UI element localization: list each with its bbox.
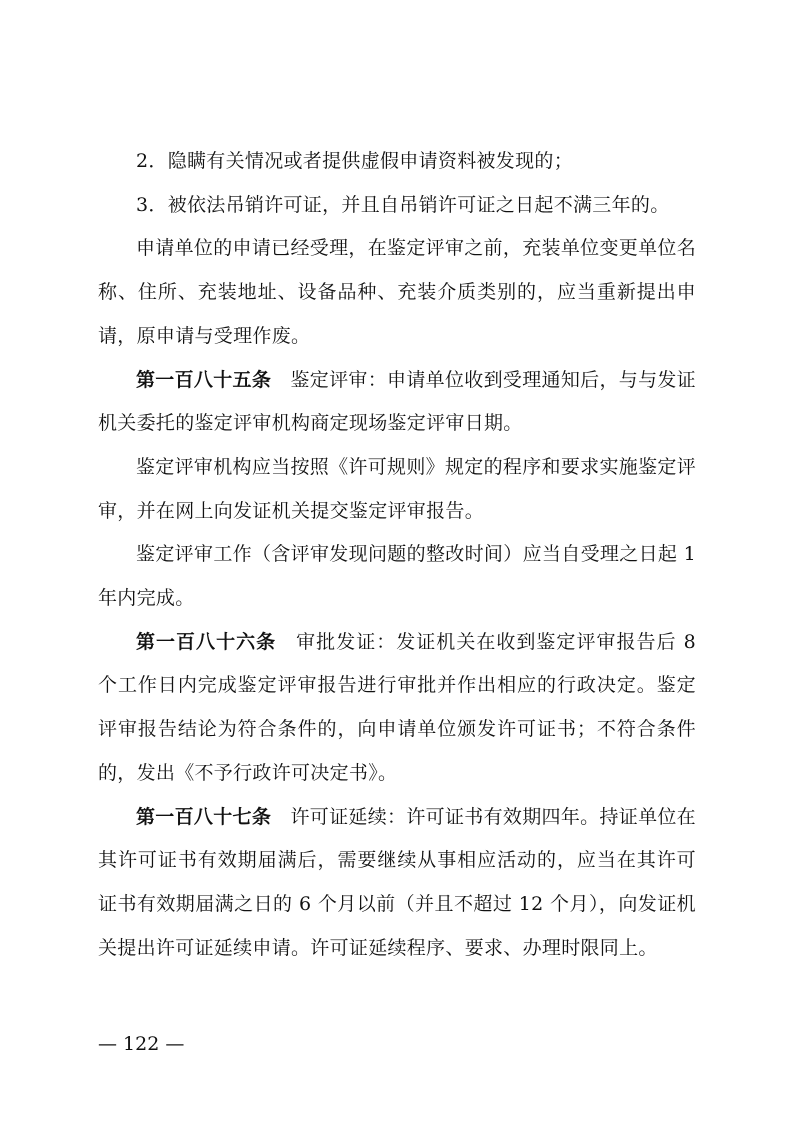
paragraph	[98, 227, 696, 358]
paragraph-text: 2．隐瞒有关情况或者提供虚假申请资料被发现的；	[136, 150, 573, 172]
paragraph-text: 申请单位的申请已经受理，在鉴定评审之前，充装单位变更单位名称、住所、充装地址、设备品种、充装介质类别的，应当重新提出申请，原申请与受理作废。	[98, 237, 696, 347]
article-heading: 第一百八十七条	[136, 805, 272, 828]
paragraph	[98, 621, 696, 796]
paragraph-text: 鉴定评审机构应当按照《许可规则》规定的程序和要求实施鉴定评审，并在网上向发证机关提交鉴定评审报告。	[98, 455, 696, 522]
paragraph-text: 审批发证：发证机关在收到鉴定评审报告后 8 个工作日内完成鉴定评审报告进行审批并作出相应的行政决定。鉴定评审报告结论为符合条件的，向申请单位颁发许可证书；不符合条件的，发出《不予行政许可决定书》。	[98, 630, 696, 784]
paragraph	[98, 359, 696, 446]
article-heading: 第一百八十六条	[136, 630, 277, 653]
body-text	[98, 140, 696, 970]
paragraph	[98, 533, 696, 620]
paragraph-text: 许可证延续：许可证书有效期四年。持证单位在其许可证书有效期届满后，需要继续从事相应活动的，应当在其许可证书有效期届满之日的 6 个月以前（并且不超过 12 个月），向发证机关提出许可证延续申请。许可证延续程序、要求、办理时限同上。	[98, 805, 696, 959]
paragraph-text: 鉴定评审：申请单位收到受理通知后，与与发证机关委托的鉴定评审机构商定现场鉴定评审日期。	[98, 368, 696, 435]
paragraph	[98, 184, 696, 228]
paragraph-text: 鉴定评审工作（含评审发现问题的整改时间）应当自受理之日起 1 年内完成。	[98, 543, 696, 610]
paragraph-text: 3．被依法吊销许可证，并且自吊销许可证之日起不满三年的。	[136, 193, 670, 216]
paragraph	[98, 140, 696, 184]
paragraph	[98, 796, 696, 971]
article-heading: 第一百八十五条	[136, 368, 272, 391]
paragraph	[98, 446, 696, 533]
page-number: — 122 —	[98, 1033, 185, 1055]
